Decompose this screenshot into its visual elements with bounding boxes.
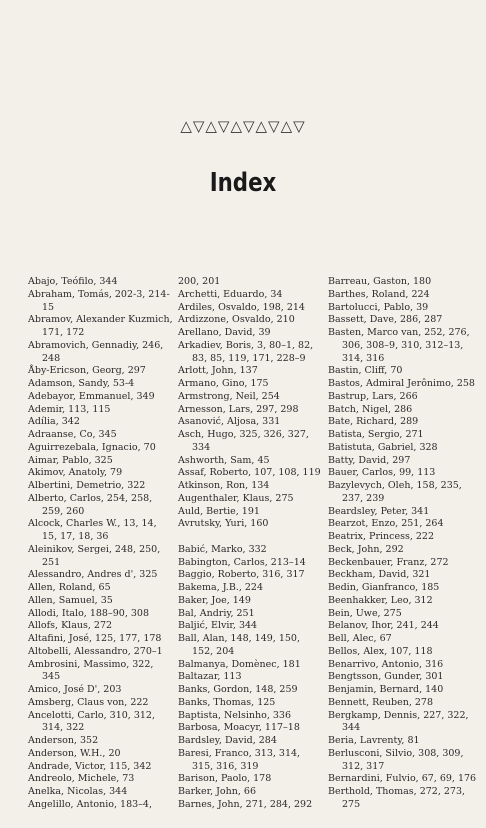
index-entry: Beria, Lavrenty, 81	[328, 735, 420, 746]
index-entry: Bedin, Gianfranco, 185	[328, 582, 440, 593]
index-entry: Ashworth, Sam, 45	[178, 454, 270, 466]
index-entry: Albertini, Demetrio, 322	[28, 480, 146, 491]
section-gap	[178, 531, 323, 544]
index-column-2	[178, 276, 323, 812]
index-entry: Bernardini, Fulvio, 67, 69, 176	[328, 773, 477, 785]
index-entry: Adamson, Sandy, 53-4	[28, 378, 135, 389]
index-entry: Baltazar, 113	[178, 671, 242, 683]
index-entry: Barison, Paolo, 178	[178, 773, 272, 785]
index-entry: Arkadiev, Boris, 3, 80–1, 82, 83, 85, 119, 171, 228–9	[178, 339, 314, 364]
index-entry: Bassett, Dave, 286, 287	[328, 314, 443, 326]
index-entry: Arlott, John, 137	[178, 365, 258, 377]
index-entry: Baljić, Elvir, 344	[178, 620, 258, 632]
index-entry: Atkinson, Ron, 134	[178, 480, 270, 491]
index-entry: Allofs, Klaus, 272	[28, 620, 113, 632]
index-entry: Amsberg, Claus von, 222	[28, 696, 149, 708]
index-entry: Bell, Alec, 67	[328, 633, 392, 644]
index-entry: Beck, John, 292	[328, 543, 404, 555]
index-entry: Babić, Marko, 332	[178, 543, 267, 555]
index-entry: Bakema, J.B., 224	[178, 582, 263, 593]
index-entry: 200, 201	[178, 276, 221, 287]
index-entry: Beckenbauer, Franz, 272	[328, 556, 449, 568]
index-entry: Basten, Marco van, 252, 276, 306, 308–9, 310, 312–13, 314, 316	[328, 327, 470, 364]
index-entry: Bardsley, David, 284	[178, 735, 277, 746]
index-entry: Bennett, Reuben, 278	[328, 696, 434, 708]
index-entry: Barthes, Roland, 224	[328, 288, 430, 300]
index-entry: Alessandro, Andres d', 325	[28, 569, 158, 581]
index-entry: Arellano, David, 39	[178, 327, 271, 338]
index-entry: Batch, Nigel, 286	[328, 403, 413, 415]
index-entry: Batty, David, 297	[328, 454, 411, 466]
index-entry: Akimov, Anatoly, 79	[28, 467, 123, 479]
index-entry: Barreau, Gaston, 180	[328, 276, 432, 287]
index-entry: Barker, John, 66	[178, 786, 256, 797]
index-entry: Benarrivo, Antonio, 316	[328, 658, 444, 670]
index-entry: Andrade, Victor, 115, 342	[28, 760, 152, 772]
index-entry: Adebayor, Emmanuel, 349	[28, 390, 155, 402]
index-entry: Bazylevych, Oleh, 158, 235, 237, 239	[328, 480, 462, 504]
title-ornament: △▽△▽△▽△▽△▽	[180, 117, 306, 135]
index-entry: Baresi, Franco, 313, 314, 315, 316, 319	[178, 747, 301, 772]
index-entry: Bengtsson, Gunder, 301	[328, 671, 444, 683]
index-entry: Batistuta, Gabriel, 328	[328, 441, 438, 453]
index-entry: Belanov, Ihor, 241, 244	[328, 620, 439, 632]
index-entry: Anderson, 352	[28, 735, 99, 746]
index-entry: Ademir, 113, 115	[28, 403, 111, 415]
index-entry: Baker, Joe, 149	[178, 594, 251, 606]
index-column-3	[328, 276, 478, 812]
index-entry: Bate, Richard, 289	[328, 416, 419, 428]
index-column-1	[28, 276, 173, 812]
index-entry: Arnesson, Lars, 297, 298	[178, 403, 299, 415]
index-entry: Amico, José D', 203	[28, 684, 122, 695]
index-entry: Berthold, Thomas, 272, 273, 275	[328, 786, 466, 810]
index-entry: Ambrosini, Massimo, 322, 345	[28, 658, 154, 683]
index-entry: Allen, Samuel, 35	[28, 594, 113, 606]
index-entry: Abajo, Teófilo, 344	[28, 276, 118, 287]
index-entry: Baptista, Nelsinho, 336	[178, 709, 291, 721]
index-entry: Alcock, Charles W., 13, 14, 15, 17, 18, 36	[28, 518, 157, 542]
index-entry: Bastrup, Lars, 266	[328, 390, 418, 402]
index-entry: Ardizzone, Osvaldo, 210	[178, 314, 295, 326]
index-entry: Asanović, Aljosa, 331	[178, 416, 281, 428]
index-entry: Altafini, José, 125, 177, 178	[28, 633, 162, 644]
index-entry: Bearzot, Enzo, 251, 264	[328, 518, 444, 530]
index-entry: Allen, Roland, 65	[28, 582, 111, 593]
index-entry: Avrutsky, Yuri, 160	[178, 518, 269, 530]
index-entry: Beenhakker, Leo, 312	[328, 594, 433, 606]
index-entry: Bartolucci, Pablo, 39	[328, 301, 429, 313]
index-entry: Angelillo, Antonio, 183–4,	[28, 798, 152, 810]
index-entry: Anderson, W.H., 20	[28, 747, 121, 759]
index-entry: Ball, Alan, 148, 149, 150, 152, 204	[178, 633, 300, 657]
index-entry: Alberto, Carlos, 254, 258, 259, 260	[28, 492, 153, 517]
index-entry: Babington, Carlos, 213–14	[178, 556, 306, 568]
index-entry: Ardiles, Osvaldo, 198, 214	[178, 301, 305, 313]
index-entry: Bein, Uwe, 275	[328, 607, 402, 619]
index-entry: Bastos, Admiral Jerônimo, 258	[328, 378, 475, 389]
index-entry: Altobelli, Alessandro, 270–1	[28, 645, 163, 657]
index-entry: Andreolo, Michele, 73	[28, 773, 135, 785]
index-entry: Baggio, Roberto, 316, 317	[178, 569, 305, 581]
index-entry: Berlusconi, Silvio, 308, 309, 312, 317	[328, 747, 464, 772]
index-entry: Barbosa, Moacyr, 117–18	[178, 722, 300, 734]
index-entry: Åby-Ericson, Georg, 297	[28, 365, 146, 377]
index-entry: Ancelotti, Carlo, 310, 312, 314, 322	[28, 709, 155, 734]
index-entry: Armano, Gino, 175	[178, 378, 269, 389]
index-entry: Benjamin, Bernard, 140	[328, 684, 444, 695]
index-entry: Armstrong, Neil, 254	[178, 390, 280, 402]
index-entry: Asch, Hugo, 325, 326, 327, 334	[178, 429, 309, 453]
index-entry: Abraham, Tomás, 202-3, 214-15	[28, 288, 170, 313]
index-entry: Beckham, David, 321	[328, 569, 431, 581]
index-entry: Bal, Andriy, 251	[178, 607, 255, 619]
index-entry: Bergkamp, Dennis, 227, 322, 344	[328, 709, 469, 734]
index-entry: Banks, Gordon, 148, 259	[178, 684, 298, 695]
index-entry: Balmanya, Domènec, 181	[178, 658, 301, 670]
index-entry: Bauer, Carlos, 99, 113	[328, 467, 436, 479]
index-entry: Adília, 342	[28, 416, 80, 428]
index-entry: Allodi, Italo, 188–90, 308	[28, 607, 149, 619]
index-entry: Aleinikov, Sergei, 248, 250, 251	[28, 543, 161, 568]
index-entry: Anelka, Nicolas, 344	[28, 786, 128, 797]
index-entry: Bellos, Alex, 107, 118	[328, 645, 433, 657]
page-title: Index	[209, 168, 277, 198]
index-entry: Assaf, Roberto, 107, 108, 119	[178, 467, 321, 479]
index-entry: Banks, Thomas, 125	[178, 696, 276, 708]
index-entry: Barnes, John, 271, 284, 292	[178, 798, 313, 810]
index-entry: Auld, Bertie, 191	[178, 505, 260, 517]
index-entry: Batista, Sergio, 271	[328, 429, 424, 440]
index-entry: Augenthaler, Klaus, 275	[178, 492, 294, 504]
index-entry: Bastin, Cliff, 70	[328, 365, 403, 377]
index-entry: Aguirrezebala, Ignacio, 70	[28, 441, 156, 453]
index-entry: Abramovich, Gennadiy, 246, 248	[28, 339, 164, 364]
index-entry: Beatrix, Princess, 222	[328, 531, 435, 542]
index-entry: Archetti, Eduardo, 34	[178, 288, 283, 300]
index-entry: Aimar, Pablo, 325	[28, 454, 113, 466]
index-entry: Beardsley, Peter, 341	[328, 505, 430, 517]
index-entry: Adraanse, Co, 345	[28, 429, 117, 440]
index-entry: Abramov, Alexander Kuzmich, 171, 172	[28, 314, 173, 338]
